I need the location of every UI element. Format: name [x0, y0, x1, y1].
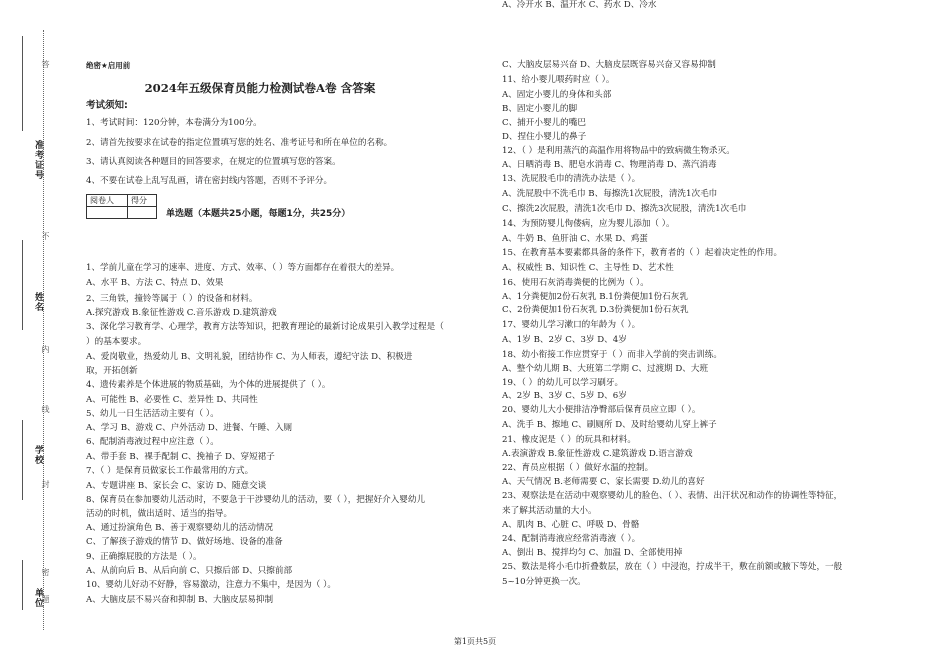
- question-line: C、捕开小婴儿的嘴巴: [502, 118, 586, 128]
- question-line: A、洗屁股中不洗毛巾 B、每擦洗1次屁股，清洗1次毛巾: [502, 189, 718, 199]
- question-line: 4、遗传素养是个体进展的物质基础，为个体的进展提供了（ ）。: [86, 380, 331, 390]
- notice-item: 3、请认真阅读各种题目的回答要求，在规定的位置填写您的答案。: [86, 157, 341, 167]
- question-line: A、日晒消毒 B、肥皂水消毒 C、物理消毒 D、蒸汽消毒: [502, 160, 717, 170]
- school-label: 学校: [33, 445, 43, 465]
- score-cell: 得分: [128, 195, 157, 207]
- question-line: A.探究游戏 B.象征性游戏 C.音乐游戏 D.建筑游戏: [86, 308, 277, 318]
- question-line: 21、橡皮泥是（ ）的玩具和材料。: [502, 435, 636, 445]
- notice-item: 2、请首先按要求在试卷的指定位置填写您的姓名、准考证号和所在单位的名称。: [86, 138, 393, 148]
- question-line: 活动的时机，做出适时、适当的指导。: [86, 509, 233, 519]
- question-line: A、水平 B、方法 C、特点 D、效果: [86, 278, 224, 288]
- unit-fill-line: [22, 560, 23, 610]
- question-line: A.表演游戏 B.象征性游戏 C.建筑游戏 D.语言游戏: [502, 449, 693, 459]
- binding-margin: [0, 0, 78, 671]
- unit-label: 单位: [33, 588, 43, 608]
- question-line: 15、在教育基本要素都具备的条件下，教育者的（ ）起着决定性的作用。: [502, 248, 783, 258]
- score-table: [86, 194, 157, 219]
- question-line: A、从前向后 B、从后向前 C、只擦后部 D、只擦前部: [86, 566, 293, 576]
- question-line: D、捏住小婴儿的鼻子: [502, 132, 587, 142]
- question-line: 来了解其活动量的大小。: [502, 506, 597, 516]
- question-line: C、了解孩子游戏的情节 D、做好场地、设备的准备: [86, 537, 283, 547]
- question-line: A、1分粪便加2份石灰乳 B.1份粪便加1份石灰乳: [502, 292, 688, 302]
- question-line: A、洗手 B、擦地 C、刷厕所 D、及时给婴幼儿穿上裤子: [502, 420, 717, 430]
- question-line: B、固定小婴儿的脚: [502, 104, 578, 114]
- question-line: A、固定小婴儿的身体和头部: [502, 90, 612, 100]
- question-line: ）的基本要求。: [86, 337, 147, 347]
- question-line: 1、学前儿童在学习的速率、进度、方式、效率、（ ）等方面都存在着很大的差异。: [86, 263, 400, 273]
- question-line: 7、（ ）是保育员做家长工作最常用的方式。: [86, 466, 254, 476]
- page-footer: 第1页共5页: [453, 637, 497, 646]
- question-line: 22、育员应根据（ ）做好水温的控制。: [502, 463, 654, 473]
- question-line: 23、观察法是在活动中观察婴幼儿的脸色、（ ）、表情、出汗状况和动作的协调性等特征，: [502, 491, 843, 501]
- seal-char: 不: [41, 232, 50, 240]
- name-fill-line: [22, 240, 23, 330]
- question-line: 20、婴幼儿大小便排洁净臀部后保育员应立即（ ）。: [502, 405, 701, 415]
- question-line: 3、深化学习教育学、心理学，教育方法等知识，把教育理论的最新讨论成果引入教学过程是（: [86, 322, 444, 332]
- question-line: C、大脑皮层易兴奋 D、大脑皮层既容易兴奋又容易抑制: [502, 60, 716, 70]
- question-line: A、大脑皮层不易兴奋和抑制 B、大脑皮层易抑制: [86, 595, 274, 605]
- question-line: 2、三角铁，撞铃等属于（ ）的设备和材料。: [86, 294, 258, 304]
- question-line: 18、幼小衔接工作应贯穿于（ ）而非入学前的突击训练。: [502, 350, 722, 360]
- question-line: 5、幼儿一日生活活动主要有（ ）。: [86, 409, 219, 419]
- question-line: A、整个幼儿期 B、大班第二学期 C、过渡期 D、大班: [502, 364, 709, 374]
- question-line: A、牛奶 B、鱼肝油 C、水果 D、鸡蛋: [502, 234, 648, 244]
- question-line: A、通过扮演角色 B、善于观察婴幼儿的活动情况: [86, 523, 274, 533]
- seal-char: 密: [41, 568, 50, 576]
- seal-char: 封: [41, 480, 50, 488]
- question-line: A、倒出 B、搅拌均匀 C、加温 D、全部使用掉: [502, 548, 683, 558]
- school-fill-line: [22, 420, 23, 500]
- question-line: 19、（ ）的幼儿可以学习刷牙。: [502, 378, 624, 388]
- notice-item: 4、不要在试卷上乱写乱画，请在密封线内答题，否则不予评分。: [86, 176, 333, 186]
- notice-item: 1、考试时间：120分钟，本卷满分为100分。: [86, 118, 262, 128]
- section-title: 单选题（本题共25小题，每题1分，共25分）: [166, 209, 351, 219]
- seal-char: 线: [41, 405, 50, 413]
- name-label: 姓名: [33, 292, 43, 312]
- exam-number-label: 准考证号: [33, 140, 43, 180]
- question-line: 5~10分钟更换一次。: [502, 577, 586, 587]
- question-line: C、2份粪便加1份石灰乳 D.3份粪便加1份石灰乳: [502, 305, 689, 315]
- question-line: A、带手套 B、裸手配制 C、挽袖子 D、穿短裙子: [86, 452, 275, 462]
- question-line: A、肌肉 B、心脏 C、呼吸 D、骨骼: [502, 520, 640, 530]
- question-line: A、权威性 B、知识性 C、主导性 D、艺术性: [502, 263, 674, 273]
- question-line: A、2岁 B、3岁 C、5岁 D、6岁: [502, 391, 627, 401]
- seal-char: 题: [41, 595, 50, 603]
- question-line: 25、数法是将小毛巾折叠数层，放在（ ）中浸泡，拧成半干，敷在前额或腋下等处，一般: [502, 562, 843, 572]
- question-line: 13、洗屁股毛巾的清洗办法是（ ）。: [502, 174, 641, 184]
- seal-char: 内: [41, 345, 50, 353]
- question-line: 取，开拓创新: [86, 366, 138, 376]
- question-line: 16、使用石灰消毒粪便的比例为（ ）。: [502, 278, 649, 288]
- question-line: 17、婴幼儿学习漱口的年龄为（ ）。: [502, 320, 641, 330]
- question-line: C、擦洗2次屁股，清洗1次毛巾 D、擦洗3次屁股，清洗1次毛巾: [502, 204, 747, 214]
- question-line: 6、配制消毒液过程中应注意（ ）。: [86, 437, 219, 447]
- secret-tag: 绝密★启用前: [86, 61, 131, 70]
- question-line: 11、给小婴儿喂药时应（ ）。: [502, 75, 615, 85]
- question-line: A、爱岗敬业，热爱幼儿 B、文明礼貌，团结协作 C、为人师表，遵纪守法 D、积极进: [86, 352, 413, 362]
- question-line: A、天气情况 B.老师需要 C、家长需要 D.幼儿的喜好: [502, 477, 705, 487]
- seal-dotted-line: [43, 30, 44, 630]
- question-line: A、学习 B、游戏 C、户外活动 D、进餐、午睡、入厕: [86, 423, 293, 433]
- exam-number-fill-line: [22, 36, 23, 131]
- question-line: 12、（ ）是利用蒸汽的高温作用将物品中的致病微生物杀灭。: [502, 146, 735, 156]
- grader-cell: 阅卷人: [87, 195, 128, 207]
- seal-char: 答: [41, 60, 50, 68]
- question-line: 10、婴幼儿好动不好静，容易激动，注意力不集中，是因为（ ）。: [86, 580, 336, 590]
- question-line: A、专题讲座 B、家长会 C、家访 D、随意交谈: [86, 481, 267, 491]
- question-line: 8、保育员在参加婴幼儿活动时，不要急于干涉婴幼儿的活动，要（ ），把握好介入婴幼儿: [86, 495, 426, 505]
- question-line: 14、为预防婴儿佝偻病，应为婴儿添加（ ）。: [502, 219, 675, 229]
- question-line: A、冷开水 B、温开水 C、药水 D、冷水: [502, 0, 657, 10]
- question-line: A、可能性 B、必要性 C、差异性 D、共同性: [86, 395, 258, 405]
- notice-title: 考试须知:: [86, 100, 128, 111]
- question-line: A、1岁 B、2岁 C、3岁 D、4岁: [502, 335, 627, 345]
- score-blank: [128, 207, 157, 219]
- question-line: 24、配制消毒液应经常消毒液（ ）。: [502, 534, 641, 544]
- grader-blank: [87, 207, 128, 219]
- question-line: 9、正确擦屁股的方法是（ ）。: [86, 552, 202, 562]
- page-title: 2024年五级保育员能力检测试卷A卷 含答案: [144, 81, 376, 95]
